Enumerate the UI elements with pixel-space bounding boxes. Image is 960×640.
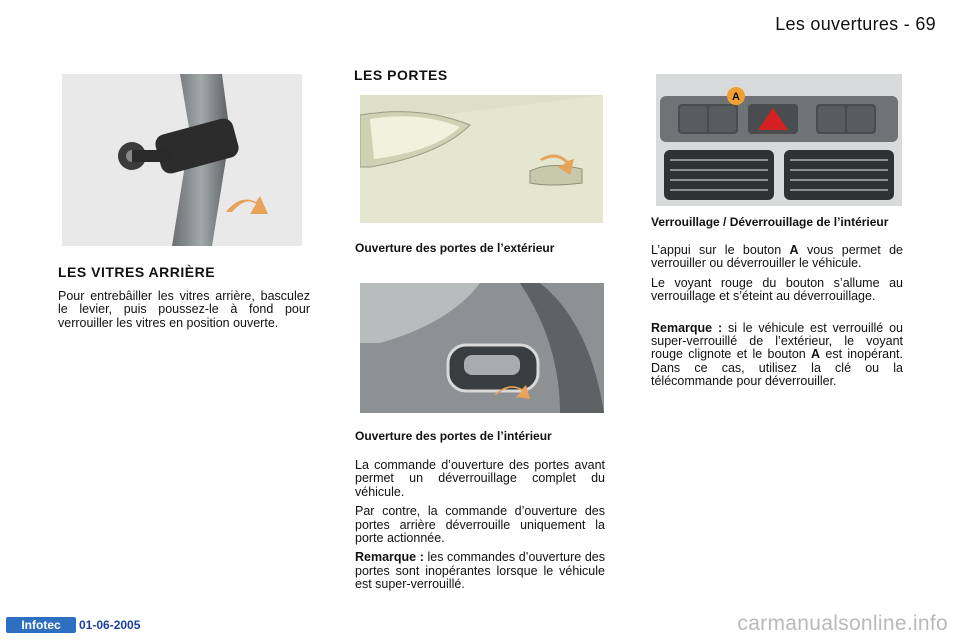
front-doors-paragraph: La commande d’ouverture des portes avant permet un déverrouillage complet du véhicule.: [355, 458, 605, 499]
exterior-door-handle-photo: [360, 95, 603, 223]
locking-text: [651, 244, 903, 395]
edition-date: 01-06-2005: [79, 618, 141, 632]
page-title: Les ouvertures - 69: [775, 14, 936, 34]
rear-doors-paragraph: Par contre, la commande d’ouverture des portes arrière déverrouille uniquement la porte actionnée.: [355, 504, 605, 546]
remark-button-letter: A: [811, 347, 821, 362]
central-locking-illustration: [656, 74, 902, 206]
red-light-paragraph: Le voyant rouge du bouton s’allume au verrouillage et s’éteint au déverrouillage.: [651, 275, 903, 304]
remark-text-1: si le véhicule est verrouillé ou super-verrouillé de l’extérieur, le voyant rouge clignote et le bouton: [651, 320, 903, 362]
button-a-text-2: vous permet de verrouiller ou déverrouiller le véhicule.: [651, 243, 903, 271]
remark-text: les commandes d’ouverture des portes sont inopérantes lorsque le véhicule est super-verrouillé.: [355, 550, 605, 592]
doors-title: LES PORTES: [354, 67, 448, 83]
button-a-letter: A: [789, 243, 799, 257]
rear-windows-title: LES VITRES ARRIÈRE: [58, 264, 216, 280]
doors-remark-paragraph: [355, 551, 605, 591]
rear-windows-paragraph: Pour entrebâiller les vitres arrière, basculez le levier, puis poussez-le à fond pour verrouiller les vitres en position ouverte.: [58, 289, 310, 330]
interior-opening-subtitle: Ouverture des portes de l’intérieur: [355, 429, 552, 443]
interior-door-handle-photo: [360, 283, 604, 413]
locking-subtitle: Verrouillage / Déverrouillage de l’intérieur: [651, 215, 889, 229]
callout-a-label: A: [732, 91, 740, 103]
watermark-text: carmanualsonline.info: [737, 612, 948, 635]
rear-window-lever-photo: [62, 74, 302, 246]
exterior-opening-subtitle: Ouverture des portes de l’extérieur: [355, 241, 555, 255]
button-a-paragraph: [651, 244, 903, 271]
exterior-door-handle-illustration: [360, 95, 603, 223]
button-a-text-1: L’appui sur le bouton: [651, 243, 790, 257]
remark-text-2: est inopérant. Dans ce cas, utilisez la clé ou la télécommande pour déverrouiller.: [651, 347, 903, 389]
interior-opening-text: [355, 459, 605, 598]
interior-door-handle-illustration: [360, 283, 604, 413]
remark-label: Remarque :: [651, 320, 723, 335]
rear-window-lever-illustration: [62, 74, 302, 246]
infotec-logo: Infotec: [6, 617, 76, 633]
locking-remark-paragraph: [651, 322, 903, 389]
central-locking-button-photo: [656, 74, 902, 206]
remark-label: Remarque :: [355, 550, 424, 565]
